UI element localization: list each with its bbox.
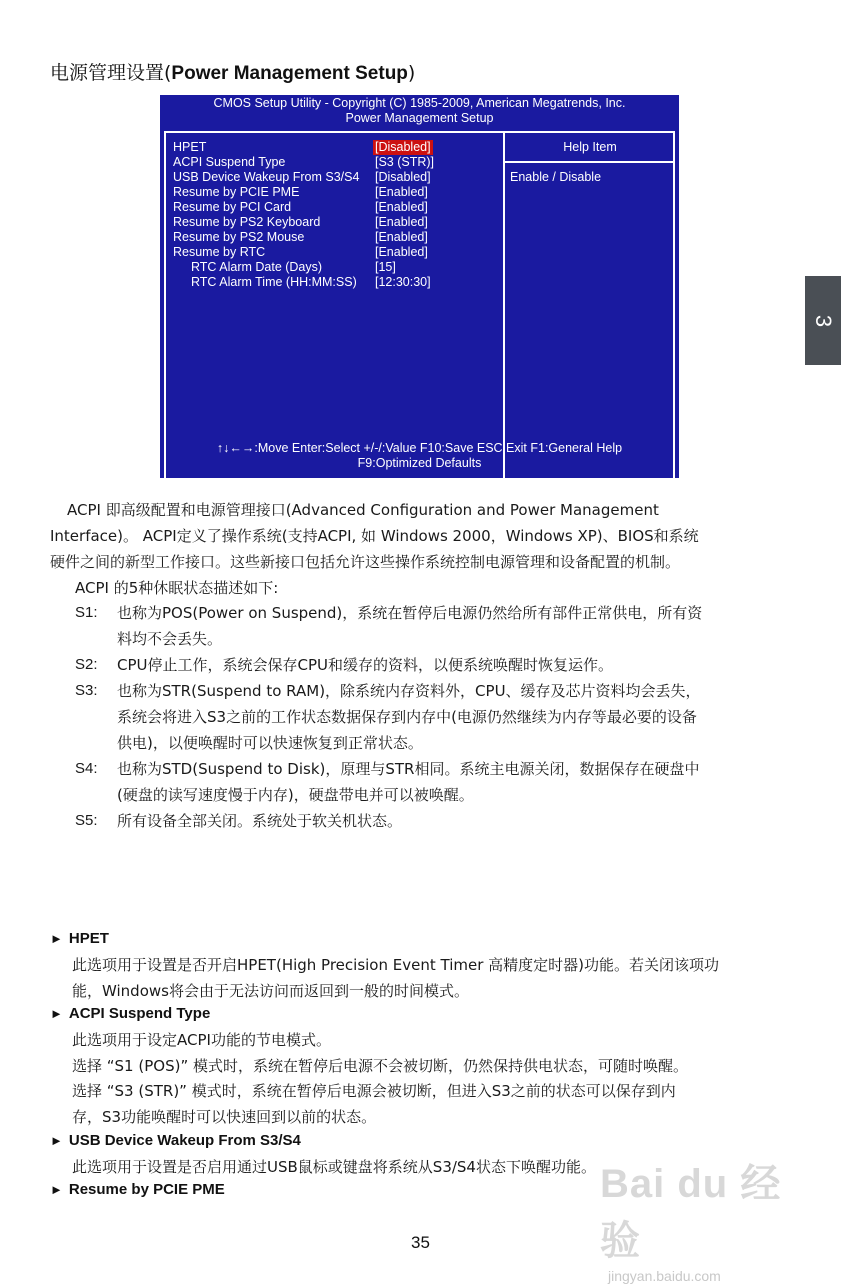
bios-row-label: Resume by PS2 Mouse <box>173 230 305 244</box>
state-s4-line: 也称为STD(Suspend to Disk)，原理与STR相同。系统主电源关闭，数据保存在硬盘中 <box>117 760 700 778</box>
watermark-url: jingyan.baidu.com <box>608 1268 721 1284</box>
state-label-s5: S5: <box>75 812 98 829</box>
page-title-close: ) <box>407 62 416 84</box>
state-s3-line: 也称为STR(Suspend to RAM)，除系统内存资料外，CPU、缓存及芯片资料均会丢失， <box>117 682 701 700</box>
bios-row-acpi-suspend-type[interactable] <box>173 155 503 170</box>
bios-row-value[interactable]: [15] <box>375 260 396 274</box>
section-hpet-line: 此选项用于设置是否开启HPET(High Precision Event Timer 高精度定时器)功能。若关闭该项功 <box>72 956 719 974</box>
section-head-text: HPET <box>68 930 109 947</box>
section-head-acpi <box>50 1005 210 1022</box>
bios-help-heading: Help Item <box>563 140 617 154</box>
bios-row-value[interactable]: [Enabled] <box>375 230 428 244</box>
state-s4-line: (硬盘的读写速度慢于内存)，硬盘带电并可以被唤醒。 <box>117 786 474 804</box>
state-label-s3: S3: <box>75 682 98 699</box>
bios-row-value[interactable]: [Enabled] <box>375 215 428 229</box>
bios-footer-defaults: F9:Optimized Defaults <box>357 456 482 470</box>
bios-screenshot <box>160 95 679 478</box>
bios-settings-list <box>173 140 503 290</box>
bios-row-value[interactable]: [Enabled] <box>375 185 428 199</box>
triangle-bullet-icon: ► <box>50 1133 63 1148</box>
page-title-en: Power Management Setup <box>171 63 408 84</box>
bios-row-rtc-alarm-date[interactable] <box>173 260 503 275</box>
bios-row-resume-rtc[interactable] <box>173 245 503 260</box>
bios-row-label: Resume by RTC <box>173 245 266 259</box>
bios-footer <box>160 441 679 471</box>
intro-states-heading: ACPI 的5种休眠状态描述如下: <box>75 579 279 597</box>
triangle-bullet-icon: ► <box>50 1006 63 1021</box>
bios-row-value[interactable]: [Enabled] <box>375 200 428 214</box>
intro-line-2: Interface)。 ACPI定义了操作系统(支持ACPI, 如 Windows 2000，Windows XP)、BIOS和系统 <box>50 527 699 545</box>
bios-row-value[interactable]: [Disabled] <box>375 140 431 154</box>
state-label-s1: S1: <box>75 604 98 621</box>
state-label-s4: S4: <box>75 760 98 777</box>
bios-row-value[interactable]: [12:30:30] <box>375 275 431 289</box>
bios-row-label: USB Device Wakeup From S3/S4 <box>173 170 360 184</box>
state-s3-line: 系统会将进入S3之前的工作状态数据保存到内存中(电源仍然继续为内存等最必要的设备 <box>117 708 697 726</box>
bios-row-resume-pcie[interactable] <box>173 185 503 200</box>
bios-row-hpet[interactable] <box>173 140 503 155</box>
intro-line-3: 硬件之间的新型工作接口。这些新接口包括允许这些操作系统控制电源管理和设备配置的机制。 <box>50 553 681 571</box>
section-acpi-line: 选择 “S1 (POS)” 模式时，系统在暂停后电源不会被切断，仍然保持供电状态，可随时唤醒。 <box>72 1057 688 1075</box>
bios-row-label: Resume by PCI Card <box>173 200 292 214</box>
state-s1-line: 料均不会丢失。 <box>117 630 223 648</box>
bios-footer-keys: ↑↓←→:Move Enter:Select +/-/:Value F10:Save ESC:Exit F1:General Help <box>216 441 623 455</box>
state-s5-line: 所有设备全部关闭。系统处于软关机状态。 <box>117 812 403 830</box>
bios-row-resume-ps2-keyboard[interactable] <box>173 215 503 230</box>
watermark <box>600 1152 795 1284</box>
chapter-tab <box>805 276 841 365</box>
bios-row-rtc-alarm-time[interactable] <box>173 275 503 290</box>
chapter-number: 3 <box>811 314 836 327</box>
bios-row-value[interactable]: [S3 (STR)] <box>375 155 435 169</box>
bios-row-label: Resume by PS2 Keyboard <box>173 215 321 229</box>
bios-help-divider <box>505 161 675 163</box>
bios-header-title: Power Management Setup <box>345 111 494 125</box>
bios-help-text: Enable / Disable <box>510 170 602 184</box>
page-title-cn: 电源管理设置( <box>50 62 172 84</box>
bios-row-label: ACPI Suspend Type <box>173 155 286 169</box>
section-head-text: ACPI Suspend Type <box>68 1005 211 1022</box>
section-head-usb <box>50 1132 301 1149</box>
bios-header-copyright: CMOS Setup Utility - Copyright (C) 1985-2009, American Megatrends, Inc. <box>213 96 626 110</box>
section-usb-line: 此选项用于设置是否启用通过USB鼠标或键盘将系统从S3/S4状态下唤醒功能。 <box>72 1158 596 1176</box>
section-head-pcie <box>50 1181 225 1198</box>
bios-row-label: Resume by PCIE PME <box>173 185 300 199</box>
triangle-bullet-icon: ► <box>50 1182 63 1197</box>
section-acpi-line: 选择 “S3 (STR)” 模式时，系统在暂停后电源会被切断，但进入S3之前的状态可以保存到内 <box>72 1082 676 1100</box>
bios-row-resume-ps2-mouse[interactable] <box>173 230 503 245</box>
page-number: 35 <box>411 1233 430 1252</box>
watermark-logo: Bai du 经验 <box>600 1162 782 1263</box>
bios-row-value[interactable]: [Disabled] <box>375 170 431 184</box>
section-acpi-line: 存，S3功能唤醒时可以快速回到以前的状态。 <box>72 1108 377 1126</box>
bios-row-usb-wakeup[interactable] <box>173 170 503 185</box>
state-s1-line: 也称为POS(Power on Suspend)，系统在暂停后电源仍然给所有部件正常供电，所有资 <box>117 604 703 622</box>
state-s3-line: 供电)，以便唤醒时可以快速恢复到正常状态。 <box>117 734 423 752</box>
section-acpi-line: 此选项用于设定ACPI功能的节电模式。 <box>72 1031 331 1049</box>
bios-row-label: HPET <box>173 140 207 154</box>
page-title <box>50 58 415 85</box>
section-head-text: Resume by PCIE PME <box>68 1181 225 1198</box>
bios-row-resume-pci[interactable] <box>173 200 503 215</box>
triangle-bullet-icon: ► <box>50 931 63 946</box>
section-hpet-line: 能，Windows将会由于无法访问而返回到一般的时间模式。 <box>72 982 469 1000</box>
state-s2-line: CPU停止工作，系统会保存CPU和缓存的资料，以便系统唤醒时恢复运作。 <box>117 656 613 674</box>
bios-row-label: RTC Alarm Time (HH:MM:SS) <box>191 275 357 289</box>
bios-row-label: RTC Alarm Date (Days) <box>191 260 323 274</box>
bios-row-value[interactable]: [Enabled] <box>375 245 428 259</box>
section-head-text: USB Device Wakeup From S3/S4 <box>68 1132 301 1149</box>
intro-line-1: ACPI 即高级配置和电源管理接口(Advanced Configuration and Power Management <box>67 501 659 519</box>
section-head-hpet <box>50 930 109 947</box>
state-label-s2: S2: <box>75 656 98 673</box>
